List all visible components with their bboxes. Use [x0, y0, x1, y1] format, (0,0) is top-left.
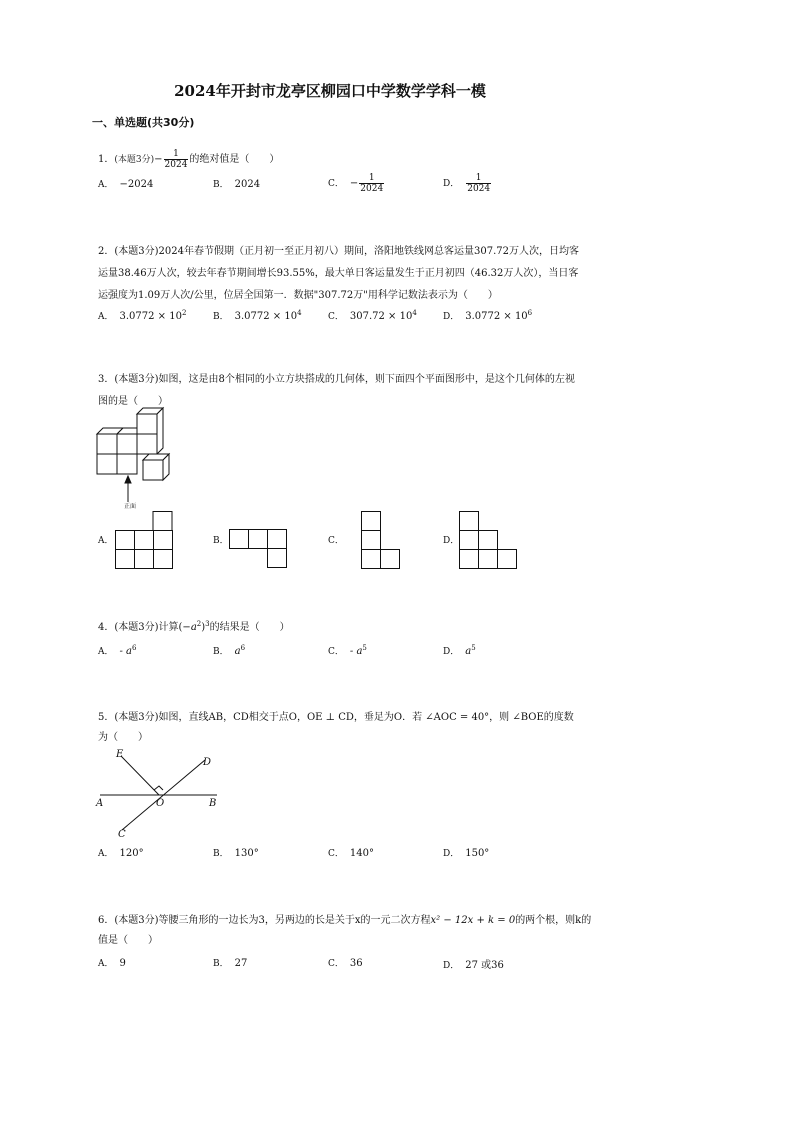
option-label: D． — [443, 536, 460, 546]
option-text: - a — [349, 646, 363, 657]
q3-figure-b — [229, 529, 289, 569]
q3-line-1: 3．(本题3分)如图，这是由8个相同的小立方块搭成的几何体，则下面四个平面图形中，是这个几何体的左视 — [98, 374, 575, 385]
label-o: O — [156, 798, 165, 809]
q4-expr-close: ) — [201, 622, 206, 633]
right-angle-mark — [154, 786, 163, 790]
q4-expr-open: (− — [178, 622, 191, 633]
option-text: 27 或36 — [465, 960, 504, 971]
q5-option-c[interactable] — [328, 846, 374, 859]
option-text: - a — [119, 646, 133, 657]
q6-equation: x² − 12x + k = 0 — [430, 915, 516, 926]
q1-option-b[interactable] — [213, 177, 260, 190]
option-text: 130° — [234, 848, 259, 859]
option-text: −2024 — [119, 179, 154, 190]
option-label: D． — [443, 179, 460, 189]
q3-line-2: 图的是（ ） — [98, 396, 168, 407]
option-fraction — [466, 173, 491, 194]
option-label: C． — [328, 849, 344, 859]
option-fraction — [359, 173, 384, 194]
page-title: 2024年开封市龙亭区柳园口中学数学学科一模 — [174, 82, 486, 100]
q2-option-a[interactable] — [98, 309, 186, 322]
label-c: C — [118, 829, 126, 840]
q6-option-c[interactable] — [328, 956, 363, 969]
q6-option-d[interactable] — [443, 956, 504, 971]
q4-expr-var: a — [190, 622, 197, 633]
option-label: B． — [213, 536, 229, 546]
frac-den: 2024 — [467, 184, 491, 194]
option-text: 36 — [349, 958, 363, 969]
q4-option-d[interactable] — [443, 644, 476, 657]
q1-tag: (本题3分) — [114, 155, 155, 165]
label-e: E — [116, 749, 124, 760]
option-label: A． — [98, 536, 114, 546]
option-text: 3.0772 × 10 — [465, 311, 528, 322]
option-label: A． — [98, 312, 114, 322]
q4-option-b[interactable] — [213, 644, 245, 657]
option-label: C． — [328, 536, 344, 546]
option-label: D． — [443, 849, 460, 859]
q2-option-c[interactable] — [328, 309, 417, 322]
option-label: B． — [213, 180, 229, 190]
q3-figure-d — [459, 511, 519, 569]
section-heading: 一、单选题(共30分) — [92, 116, 195, 129]
front-label: 正面 — [124, 503, 137, 510]
option-label: D． — [443, 312, 460, 322]
q5-option-d[interactable] — [443, 846, 489, 859]
q6-option-b[interactable] — [213, 956, 247, 969]
q2-line-1: 2．(本题3分)2024年春节假期（正月初一至正月初八）期间，洛阳地铁线网总客运量307.72万人次，日均客 — [98, 246, 579, 257]
label-a: A — [96, 798, 104, 809]
angle-figure — [95, 745, 225, 840]
option-text: 27 — [234, 958, 248, 969]
option-text: 3.0772 × 10 — [119, 311, 182, 322]
option-label: B． — [213, 849, 229, 859]
option-label: B． — [213, 647, 229, 657]
option-exponent: 6 — [240, 644, 246, 652]
option-text: 120° — [119, 848, 144, 859]
q4-prefix: 4．(本题3分)计算 — [98, 622, 179, 633]
q5-line-1: 5．(本题3分)如图，直线AB，CD相交于点O，OE ⊥ CD，垂足为O．若 ∠AOC = 40°，则 ∠BOE的度数 — [98, 712, 574, 723]
q1-option-a[interactable] — [98, 177, 153, 190]
q2-option-d[interactable] — [443, 309, 532, 322]
ray-oe — [121, 756, 159, 795]
q4-tail: 的结果是（ ） — [209, 622, 290, 633]
q4-expr-exp: 2 — [196, 620, 202, 628]
option-label: A． — [98, 959, 114, 969]
q6-option-a[interactable] — [98, 956, 126, 969]
option-exponent: 6 — [132, 644, 137, 652]
option-exponent: 5 — [362, 644, 367, 652]
option-text: 140° — [349, 848, 374, 859]
q3-option-c[interactable] — [328, 533, 350, 546]
option-text: 9 — [119, 958, 126, 969]
frac-den: 2024 — [360, 184, 384, 194]
option-text: 307.72 × 10 — [349, 311, 413, 322]
option-label: C． — [328, 647, 344, 657]
q1-option-c[interactable] — [328, 173, 385, 194]
option-text: a — [234, 646, 241, 657]
q6-line-1 — [98, 910, 591, 932]
option-label: D． — [443, 647, 460, 657]
q1-fraction — [164, 149, 189, 170]
option-text: 2024 — [234, 179, 261, 190]
option-label: C． — [328, 179, 344, 189]
option-label: C． — [328, 959, 344, 969]
q4-option-a[interactable] — [98, 644, 137, 657]
option-exponent: 6 — [527, 309, 533, 317]
q5-option-b[interactable] — [213, 846, 259, 859]
option-exponent: 4 — [412, 309, 417, 317]
frac-num: 1 — [368, 173, 375, 183]
q3-figure-a — [115, 511, 175, 569]
q6-line-2: 值是（ ） — [98, 935, 158, 946]
option-minus: − — [349, 178, 359, 189]
option-label: D． — [443, 961, 460, 971]
q3-figure-c — [361, 511, 403, 569]
option-text: 3.0772 × 10 — [234, 311, 298, 322]
q2-option-b[interactable] — [213, 309, 302, 322]
option-label: A． — [98, 849, 114, 859]
q1-option-d[interactable] — [443, 173, 492, 194]
q6-text-b: 的两个根，则k的 — [515, 915, 592, 926]
q1-number: 1． — [98, 154, 115, 165]
q6-text-a: 6．(本题3分)等腰三角形的一边长为3，另两边的长是关于x的一元二次方程 — [98, 915, 431, 926]
q2-line-3: 运强度为1.09万人次/公里，位居全国第一．数据"307.72万"用科学记数法表示为（ ） — [98, 290, 498, 301]
label-b: B — [209, 798, 217, 809]
option-label: B． — [213, 959, 229, 969]
q4-option-c[interactable] — [328, 644, 367, 657]
question-4 — [98, 617, 290, 639]
q2-line-2: 运量38.46万人次，较去年春节期间增长93.55%，最大单日客运量发生于正月初四（46.32万人次），当日客 — [98, 268, 579, 279]
option-label: A． — [98, 647, 114, 657]
q1-frac-num: 1 — [173, 149, 179, 159]
option-exponent: 5 — [471, 644, 476, 652]
option-exponent: 2 — [181, 309, 187, 317]
q1-frac-den: 2024 — [164, 160, 188, 170]
option-exponent: 4 — [297, 309, 302, 317]
frac-num: 1 — [475, 173, 482, 183]
option-label: A． — [98, 180, 114, 190]
label-d: D — [203, 757, 212, 768]
question-1 — [98, 149, 279, 171]
option-label: B． — [213, 312, 229, 322]
option-text: a — [465, 646, 472, 657]
q5-line-2: 为（ ） — [98, 732, 148, 743]
option-text: 150° — [465, 848, 490, 859]
cube-figure — [95, 410, 175, 510]
option-label: C． — [328, 312, 344, 322]
q1-tail: 的绝对值是（ ） — [189, 154, 280, 165]
q4-expr-outer-exp: 3 — [205, 620, 210, 628]
q5-option-a[interactable] — [98, 846, 144, 859]
q1-minus: − — [154, 154, 163, 165]
